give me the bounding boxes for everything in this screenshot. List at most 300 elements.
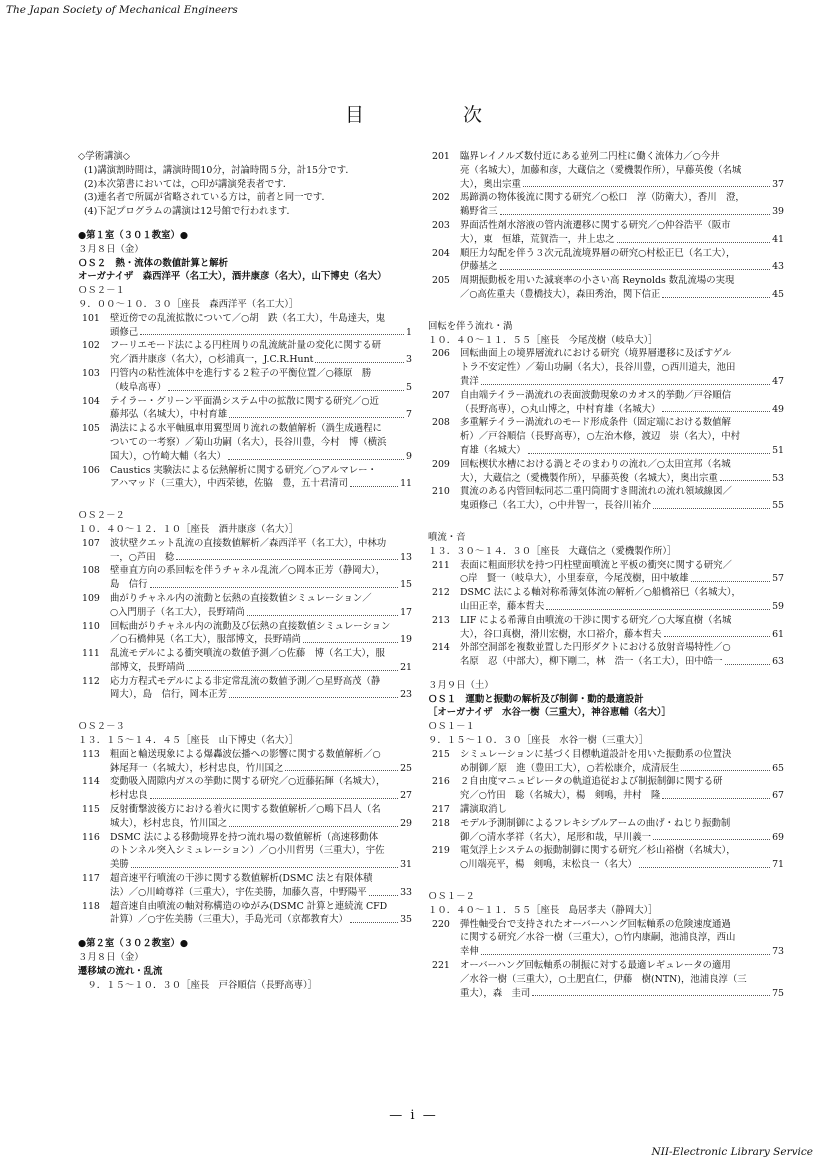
program-entry — [78, 775, 412, 803]
leader-dots — [131, 858, 398, 868]
entry-text: 鉢尾拜一（名城大），杉村忠良，竹川国之 — [110, 762, 284, 774]
entry-body — [460, 918, 784, 959]
entry-number: 215 — [432, 748, 450, 760]
entry-line-last — [110, 326, 412, 340]
program-entry — [428, 641, 784, 669]
entry-body — [460, 959, 784, 1000]
page-ref: 17 — [400, 606, 412, 618]
entry-line: 壁近傍での乱流拡散について／○胡 跌（名工大），牛島達夫，鬼 — [110, 312, 386, 324]
society-header: The Japan Society of Mechanical Engineers — [6, 4, 238, 16]
entry-line: 曲がりチャネル内の流動と伝熱の直接数値シミュレーション／ — [110, 592, 372, 604]
entry-line: 貫流のある内管回転同芯二重円筒間すき間流れの流れ領域線図／ — [460, 486, 732, 498]
entry-line: 自由端テイラー渦流れの表面波動現象のカオス的挙動／戸谷順信 — [460, 389, 732, 401]
entry-body — [110, 367, 412, 395]
page-ref: 59 — [772, 600, 784, 612]
entry-line-last — [460, 472, 784, 486]
program-entry — [428, 586, 784, 614]
entry-line-last — [460, 444, 784, 458]
leader-dots — [528, 444, 770, 454]
entry-body — [110, 592, 412, 620]
entry-line-last — [460, 945, 784, 959]
leader-dots — [285, 762, 398, 772]
entry-number: 116 — [82, 831, 100, 843]
entry-text: （長野高専），○丸山博之，中村育雄（名城大） — [460, 403, 661, 415]
page-ref: 27 — [400, 790, 412, 802]
entry-number: 104 — [82, 395, 100, 407]
page-ref: 25 — [400, 762, 412, 774]
leader-dots — [247, 606, 398, 616]
program-entry — [78, 367, 412, 395]
entry-line: フーリエモード法による円柱周りの乱流統計量の変化に関する研 — [110, 340, 382, 352]
leader-dots — [228, 450, 404, 460]
note-line: (2)本次第書においては，○印が講演発表者です． — [84, 178, 293, 190]
page-ref: 23 — [400, 689, 412, 701]
entry-number: 110 — [82, 620, 100, 632]
page-ref: 55 — [772, 500, 784, 512]
text-line: ＯＳ２－２ — [78, 510, 125, 522]
entry-body — [460, 416, 784, 457]
entry-number: 202 — [432, 192, 450, 204]
page-ref: 31 — [400, 859, 412, 871]
entry-line-last — [460, 789, 784, 803]
entry-line-last — [110, 817, 412, 831]
entry-text: ○岸 賢一（岐阜大），小里泰章，今尾茂樹，田中敏雄 — [460, 573, 689, 585]
entry-number: 118 — [82, 900, 100, 912]
entry-text: 国大），○竹崎大輔（名大） — [110, 450, 226, 462]
entry-text: 島 信行 — [110, 579, 148, 591]
entry-body — [460, 274, 784, 302]
text-line: ３月８日（金） — [78, 952, 144, 964]
right-column — [428, 150, 784, 1000]
entry-body — [110, 900, 412, 928]
leader-dots — [369, 886, 398, 896]
entry-number: 212 — [432, 587, 450, 599]
leader-dots — [662, 789, 770, 799]
program-entry — [78, 312, 412, 340]
entry-line: ２自由度マニュピレータの軌道追従および制振制御に関する研 — [460, 776, 723, 788]
program-entry — [428, 959, 784, 1000]
entry-number: 205 — [432, 275, 450, 287]
program-entry — [78, 831, 412, 872]
program-entry — [428, 191, 784, 219]
entry-text: （岐阜高専） — [110, 381, 167, 393]
leader-dots — [229, 817, 398, 827]
program-entry — [78, 464, 412, 492]
entry-body — [460, 347, 784, 388]
page-ref: 75 — [772, 987, 784, 999]
entry-number: 102 — [82, 340, 100, 352]
entry-line: 波状壁クエット乱流の直接数値解析／森西洋平（名工大），中林功 — [110, 537, 387, 549]
entry-text: 城大），杉村忠良，竹川国之 — [110, 817, 228, 829]
page-ref: 35 — [400, 914, 412, 926]
entry-line-last — [460, 403, 784, 417]
text-line: １０．４０～１２．１０［座長 酒井康彦（名大）］ — [78, 523, 299, 535]
entry-line-last — [460, 233, 784, 247]
entry-line: 回転曲がりチャネル内の流動及び伝熱の直接数値シミュレーション — [110, 620, 391, 632]
leader-dots — [315, 353, 404, 363]
entry-text: ○川端亮平，楊 剣鳴，末松良一（名大） — [460, 859, 637, 871]
leader-dots — [481, 375, 770, 385]
entry-line-last — [460, 499, 784, 513]
entry-text: 美勝 — [110, 859, 129, 871]
entry-text: 頭修己 — [110, 326, 139, 338]
page-ref: 11 — [400, 478, 412, 490]
leader-dots — [653, 831, 770, 841]
entry-number: 115 — [82, 804, 100, 816]
entry-line: 多重解テイラー渦流れのモード形成条件（固定端における数値解 — [460, 417, 731, 429]
page-ref: 19 — [400, 634, 412, 646]
entry-body — [460, 586, 784, 614]
library-footer: NII-Electronic Library Service — [651, 1146, 813, 1158]
entry-line: 反射衝撃波後方における着火に関する数値解析／○鴫下昌人（名 — [110, 804, 381, 816]
entry-text: ／○石橋伸晃（名工大），服部博文，長野靖尚 — [110, 634, 301, 646]
entry-line-last — [460, 831, 784, 845]
entry-text: 岡大），島 信行，岡本正芳 — [110, 689, 228, 701]
entry-body — [460, 247, 784, 275]
leader-dots — [500, 260, 771, 270]
program-entry — [78, 620, 412, 648]
page-ref: 51 — [772, 444, 784, 456]
entry-text: 貴洋 — [460, 375, 479, 387]
entry-text: 究／○竹田 聡（名城大），楊 剣鳴，井村 隆 — [460, 790, 661, 802]
leader-dots — [639, 858, 770, 868]
entry-text: 大），大蔵信之（愛機製作所），早藤英俊（名城大），奥出宗重 — [460, 472, 718, 484]
program-entry — [428, 775, 784, 803]
entry-line: 析）／戸谷順信（長野高専），○左治木修，渡辺 崇（名大），中村 — [460, 431, 741, 443]
entry-line: 周期振動板を用いた減衰率の小さい高 Reynolds 数乱流場の実現 — [460, 275, 735, 287]
entry-body — [110, 831, 412, 872]
program-entry — [428, 844, 784, 872]
page-ref: 3 — [406, 354, 412, 366]
entry-line-last — [460, 260, 784, 274]
leader-dots — [662, 288, 770, 298]
entry-line-last — [110, 578, 412, 592]
entry-line-last — [460, 655, 784, 669]
text-line: ＯＳ２－１ — [78, 285, 125, 297]
entry-number: 207 — [432, 389, 450, 401]
entry-body — [110, 464, 412, 492]
entry-line-last — [110, 688, 412, 702]
entry-body — [110, 775, 412, 803]
entry-line: 応力方程式モデルによる非定常乱流の数値予測／○星野高茂（静 — [110, 675, 381, 687]
leader-dots — [168, 381, 404, 391]
page-ref: 47 — [772, 375, 784, 387]
program-entry — [428, 803, 784, 817]
leader-dots — [150, 578, 399, 588]
page-ref: 61 — [772, 628, 784, 640]
note-line: (4)下記プログラムの講演は12号館で行われます． — [84, 206, 296, 218]
page-ref: 15 — [400, 579, 412, 591]
entry-line-last — [460, 288, 784, 302]
entry-body — [460, 191, 784, 219]
entry-text: 計算）／○宇佐美勝（三重大），手島光司（京都教育大） — [110, 914, 348, 926]
entry-text: 法）／○川崎尊祥（三重大），宇佐美勝，加藤久喜，中野陽平 — [110, 886, 367, 898]
program-entry — [78, 339, 412, 367]
entry-line-last — [110, 450, 412, 464]
page-ref: 63 — [772, 656, 784, 668]
spacer — [78, 219, 412, 229]
text-line: １３．３０～１４．３０［座長 大蔵信之（愛機製作所）］ — [428, 545, 677, 557]
leader-dots — [720, 472, 770, 482]
entry-number: 105 — [82, 423, 100, 435]
text-line: ９．１５～１０．３０［座長 戸谷順信（長野高専）］ — [78, 979, 318, 991]
text-line: ＯＳ２－３ — [78, 721, 125, 733]
entry-line-last — [460, 858, 784, 872]
section-heading: オーガナイザ 森西洋平（名工大），酒井康彦（名大），山下博史（名大） — [78, 271, 387, 283]
entry-line-last — [460, 600, 784, 614]
entry-line-last — [110, 789, 412, 803]
text-line: 回転を伴う流れ・渦 — [428, 320, 513, 332]
text-line: ＯＳ１－１ — [428, 721, 475, 733]
entry-line: シミュレーションに基づく目標軌道設計を用いた振動系の位置決 — [460, 748, 732, 760]
entry-line: 界面活性剤水溶液の管内流遷移に関する研究／○仲谷浩平（阪市 — [460, 219, 731, 231]
leader-dots — [229, 688, 398, 698]
entry-text: 大），東 恒雄，荒賀浩一，井上忠之 — [460, 233, 615, 245]
entry-line: オーバーハング回転軸系の制振に対する最適レギュレータの適用 — [460, 960, 731, 972]
program-entry — [78, 675, 412, 703]
program-entry — [428, 458, 784, 486]
entry-text: 大），谷口真樹，滑川宏樹，水口裕介，藤本哲夫 — [460, 628, 662, 640]
entry-number: 217 — [432, 804, 450, 816]
section-heading: ＯＳ２ 熱・流体の数値計算と解析 — [78, 257, 229, 269]
entry-body — [110, 748, 412, 776]
program-entry — [428, 219, 784, 247]
section-heading: ［オーガナイザ 水谷一樹（三重大），神谷恵輔（名大）］ — [428, 707, 671, 719]
leader-dots — [653, 499, 770, 509]
entry-body — [460, 748, 784, 776]
entry-body — [460, 389, 784, 417]
program-entry — [428, 347, 784, 388]
entry-body — [460, 150, 784, 191]
entry-line-last — [460, 205, 784, 219]
spacer — [428, 302, 784, 320]
entry-number: 103 — [82, 367, 100, 379]
page-ref: 65 — [772, 762, 784, 774]
note-line: (3)連名者で所属が省略されている方は，前者と同一です． — [84, 192, 331, 204]
entry-line: ／水谷一樹（三重大），○土肥直仁，伊藤 樹(NTN)，池浦良淳（三 — [460, 973, 747, 985]
entry-line: 臨界レイノルズ数付近にある並列二円柱に働く流体力／○今井 — [460, 151, 720, 162]
entry-line: モデル予測制御によるフレキシブルアームの曲げ・ねじり振動制 — [460, 817, 731, 829]
entry-line: LIF による希薄自由噴流の干渉に関する研究／○大塚直樹（名城 — [460, 614, 732, 626]
leader-dots — [662, 403, 770, 413]
text-line: ＯＳ１－２ — [428, 891, 475, 903]
spacer — [428, 513, 784, 531]
entry-number: 209 — [432, 458, 450, 470]
entry-number: 109 — [82, 592, 100, 604]
entry-text: 御／○清水孝祥（名大），尾形和哉，早川義一 — [460, 831, 651, 843]
entry-line: 回転楔状水槽における渦とそのまわりの流れ／○太田宣邦（名城 — [460, 458, 731, 470]
entry-line: 変動吸入間隙内ガスの挙動に関する研究／○近藤拓輝（名城大）， — [110, 776, 386, 788]
leader-dots — [140, 326, 404, 336]
text-line: ◇学術講演◇ — [78, 151, 130, 162]
entry-line: 弾性軸受台で支持されたオーバーハング回転軸系の危険速度通過 — [460, 918, 731, 930]
left-column — [78, 150, 412, 992]
page-ref: 49 — [772, 403, 784, 415]
entry-text: 大），奥出宗重 — [460, 178, 521, 190]
page-ref: 45 — [772, 288, 784, 300]
entry-number: 211 — [432, 559, 450, 571]
entry-text: 重大），森 圭司 — [460, 987, 531, 999]
spacer — [78, 927, 412, 937]
entry-line: 粗面と輸送現象による爆轟波伝播への影響に関する数値解析／○ — [110, 748, 381, 760]
leader-dots — [229, 408, 404, 418]
page-ref: 39 — [772, 206, 784, 218]
section-heading: ●第２室（３０２教室）● — [78, 938, 189, 950]
leader-dots — [481, 945, 770, 955]
page-ref: 57 — [772, 573, 784, 585]
entry-line: トラ不安定性）／菊山功嗣（名大），長谷川豊，○西川道夫，池田 — [460, 362, 736, 374]
text-line: １３．１５～１４．４５［座長 山下博史（名大）］ — [78, 735, 299, 747]
leader-dots — [350, 477, 398, 487]
spacer — [428, 872, 784, 890]
leader-dots — [725, 655, 771, 665]
leader-dots — [664, 628, 771, 638]
entry-line: 亮（名城大），加藤和彦，大蔵信之（愛機製作所），早藤英俊（名城 — [460, 164, 742, 176]
entry-number: 201 — [432, 151, 450, 162]
entry-number: 114 — [82, 776, 100, 788]
entry-line-last — [110, 913, 412, 927]
program-entry — [428, 614, 784, 642]
entry-number: 216 — [432, 776, 450, 788]
program-entry — [428, 748, 784, 776]
program-entry — [428, 559, 784, 587]
page-ref: 53 — [772, 472, 784, 484]
entry-line-last — [110, 477, 412, 491]
entry-body — [110, 675, 412, 703]
entry-line: 渦法による水平軸風車用翼型周り流れの数値解析（渦生成過程に — [110, 423, 382, 435]
entry-line: 乱流モデルによる衝突噴流の数値予測／○佐藤 博（名工大），服 — [110, 648, 385, 660]
entry-body — [460, 559, 784, 587]
entry-number: 206 — [432, 348, 450, 360]
program-entry — [78, 564, 412, 592]
entry-text: め制御／原 進（豊田工大），○若松康介，成清辰生 — [460, 762, 680, 774]
entry-line-last — [460, 762, 784, 776]
entry-line: に関する研究／水谷一樹（三重大），○竹内康嗣，池浦良淳，西山 — [460, 932, 736, 944]
entry-body — [110, 312, 412, 340]
leader-dots — [691, 572, 771, 582]
entry-body — [460, 775, 784, 803]
entry-number: 203 — [432, 219, 450, 231]
page-ref: 7 — [406, 409, 412, 421]
leader-dots — [350, 913, 398, 923]
entry-line-last — [460, 375, 784, 389]
page-ref: 33 — [400, 886, 412, 898]
entry-body — [460, 219, 784, 247]
entry-line-last — [110, 661, 412, 675]
page-ref: 9 — [406, 450, 412, 462]
entry-line: 回転曲面上の境界層流れにおける研究（境界層遷移に及ぼすゲル — [460, 348, 732, 360]
entry-text: 伊藤基之 — [460, 261, 498, 273]
entry-line: 円管内の粘性流体中を進行する２粒子の平衡位置／○篠原 勝 — [110, 367, 372, 379]
program-entry — [78, 803, 412, 831]
entry-number: 214 — [432, 642, 450, 654]
entry-body — [460, 803, 784, 817]
program-entry — [78, 395, 412, 423]
page-ref: 21 — [400, 661, 412, 673]
program-entry — [428, 485, 784, 513]
entry-line: 馬蹄渦の物体後流に関する研究／○松口 淳（防衛大），香川 澄， — [460, 192, 745, 204]
page-ref: 29 — [400, 817, 412, 829]
entry-line-last — [110, 762, 412, 776]
entry-text: 究／酒井康彦（名大），○杉浦真一，J.C.R.Hunt — [110, 354, 314, 366]
leader-dots — [546, 600, 770, 610]
program-entry — [428, 817, 784, 845]
entry-line: 講演取消し — [460, 804, 507, 816]
text-line: 噴流・音 — [428, 531, 466, 543]
spacer — [428, 669, 784, 679]
text-line: １０．４０～１１．５５［座長 島居孝夫（静岡大）］ — [428, 904, 658, 916]
page-title: 目 次 — [344, 104, 522, 126]
entry-number: 204 — [432, 247, 450, 259]
entry-number: 208 — [432, 417, 450, 429]
text-line: ３月８日（金） — [78, 243, 144, 255]
entry-line-last — [460, 572, 784, 586]
entry-line-last — [110, 408, 412, 422]
entry-body — [110, 537, 412, 565]
entry-line-last — [110, 606, 412, 620]
entry-body — [110, 395, 412, 423]
entry-line-last — [110, 858, 412, 872]
entry-number: 107 — [82, 537, 100, 549]
entry-line-last — [110, 633, 412, 647]
leader-dots — [523, 178, 770, 188]
entry-line-last — [460, 987, 784, 1001]
entry-line: のトンネル突入シミュレーション）／○小川哲男（三重大），宇佐 — [110, 845, 385, 857]
entry-line: DSMC 法による軸対称希薄気体流の解析／○船橋裕巳（名城大）， — [460, 587, 741, 599]
entry-body — [110, 339, 412, 367]
entry-number: 101 — [82, 312, 100, 324]
program-entry — [78, 900, 412, 928]
note-line: (1)講演割時間は，講演時間10分，討論時間５分，計15分です． — [84, 164, 355, 176]
entry-number: 106 — [82, 464, 100, 476]
entry-line: ついての一考察）／菊山功嗣（名大），長谷川豊，今村 博（横浜 — [110, 436, 387, 448]
program-entry — [78, 748, 412, 776]
spacer — [78, 702, 412, 720]
leader-dots — [681, 762, 770, 772]
entry-line: DSMC 法による移動境界を持つ流れ場の数値解析（高速移動体 — [110, 831, 379, 843]
page-ref: 71 — [772, 859, 784, 871]
entry-body — [110, 872, 412, 900]
entry-line: Caustics 実験法による伝熱解析に関する研究／○アルマレー・ — [110, 464, 377, 476]
program-entry — [428, 416, 784, 457]
entry-line-last — [110, 551, 412, 565]
entry-body — [110, 647, 412, 675]
spacer — [78, 491, 412, 509]
entry-text: アハマッド（三重大），中西荣徳，佐脇 豊，五十君清司 — [110, 478, 348, 490]
entry-number: 210 — [432, 486, 450, 498]
entry-line-last — [460, 178, 784, 192]
entry-body — [460, 641, 784, 669]
section-heading: ●第１室（３０１教室）● — [78, 229, 189, 241]
entry-text: ○入門朋子（名工大），長野靖尚 — [110, 606, 245, 618]
section-heading: 遷移域の流れ・乱流 — [78, 965, 163, 977]
entry-line-last — [460, 628, 784, 642]
page-ref: 1 — [406, 326, 412, 338]
entry-number: 111 — [82, 648, 100, 660]
entry-text: 鵜野省三 — [460, 206, 498, 218]
entry-body — [460, 458, 784, 486]
program-entry — [78, 537, 412, 565]
entry-number: 219 — [432, 845, 450, 857]
entry-text: 部博文，長野靖尚 — [110, 661, 186, 673]
page-ref: 43 — [772, 261, 784, 273]
program-entry — [78, 422, 412, 463]
text-line: ９．１５～１０．３０［座長 水谷一樹（三重大）］ — [428, 735, 649, 747]
text-line: １０．４０～１１．５５［座長 今尾茂樹（岐阜大）］ — [428, 334, 658, 346]
page-ref: 69 — [772, 831, 784, 843]
entry-number: 112 — [82, 675, 100, 687]
entry-number: 117 — [82, 873, 100, 885]
